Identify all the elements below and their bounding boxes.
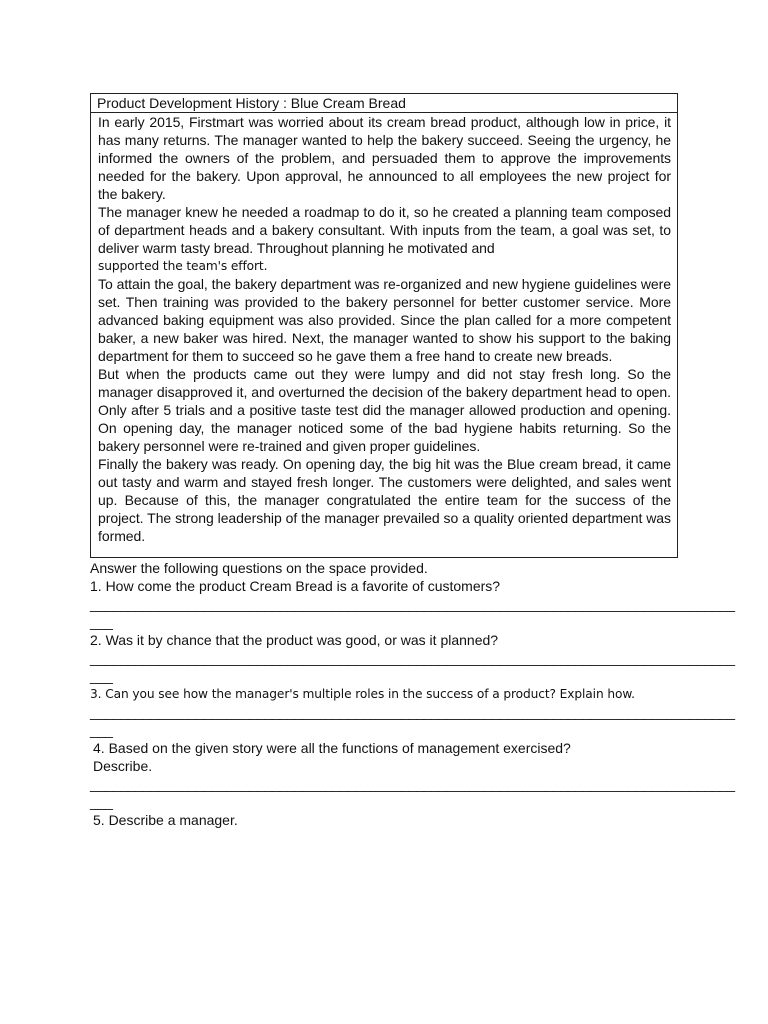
story-box [90, 93, 678, 558]
question-section [90, 559, 735, 829]
question-4: 4. Based on the given story were all the functions of management exercised? Describe. [93, 740, 571, 774]
answer-line-1[interactable]: _____________________________________________________________________________________ [90, 596, 735, 612]
question-3: 3. Can you see how the manager's multiple roles in the success of a product? Explain how. [90, 687, 635, 701]
story-body [91, 113, 677, 545]
story-paragraph: In early 2015, Firstmart was worried about its cream bread product, although low in price, it has many returns. The manager wanted to help the bakery succeed. Seeing the urgency, he informed the owners of the problem, and persuaded them to approve the improvements needed for the bakery. Upon approval, he announced to all employees the new project for the bakery. [98, 114, 671, 202]
story-paragraph: To attain the goal, the bakery department was re-organized and new hygiene guidelines were set. Then training was provided to the bakery personnel for better customer service. More advanced baking equipment was also provided. Since the plan called for a more competent baker, a new baker was hired. Next, the manager wanted to show his support to the baking department for them to succeed so he gave them a free hand to create new breads. [98, 276, 671, 364]
instructions: Answer the following questions on the space provided. [90, 560, 428, 576]
answer-line-3[interactable]: _____________________________________________________________________________________ [90, 704, 735, 720]
story-paragraph: But when the products came out they were lumpy and did not stay fresh long. So the manager disapproved it, and overturned the decision of the bakery department head to open. Only after 5 trials and a positive taste test did the manager allowed production and opening. On opening day, the manager noticed some of the bad hygiene habits returning. So the bakery personnel were re-trained and given proper guidelines. [98, 366, 671, 454]
answer-line-2-tail: ___ [90, 668, 113, 684]
story-paragraph: The manager knew he needed a roadmap to do it, so he created a planning team composed of department heads and a bakery consultant. With inputs from the team, a goal was set, to deliver warm tasty bread. Throughout planning he motivated and [98, 204, 671, 256]
answer-line-3-tail: ___ [90, 722, 113, 738]
story-title: Product Development History : Blue Cream Bread [91, 94, 677, 113]
answer-line-2[interactable]: _____________________________________________________________________________________ [90, 650, 735, 666]
question-1: 1. How come the product Cream Bread is a favorite of customers? [90, 578, 501, 594]
question-5: 5. Describe a manager. [93, 812, 238, 828]
story-paragraph: Finally the bakery was ready. On opening day, the big hit was the Blue cream bread, it came out tasty and warm and stayed fresh longer. The customers were delighted, and sales went up. Because of this, the manager congratulated the entire team for the success of the project. The strong leadership of the manager prevailed so a quality oriented department was formed. [98, 456, 671, 544]
answer-line-4-tail: ___ [90, 794, 113, 810]
answer-line-4[interactable]: _____________________________________________________________________________________ [90, 776, 735, 792]
answer-line-1-tail: ___ [90, 614, 113, 630]
question-2: 2. Was it by chance that the product was good, or was it planned? [90, 632, 499, 648]
story-paragraph: supported the team's effort. [98, 259, 268, 273]
